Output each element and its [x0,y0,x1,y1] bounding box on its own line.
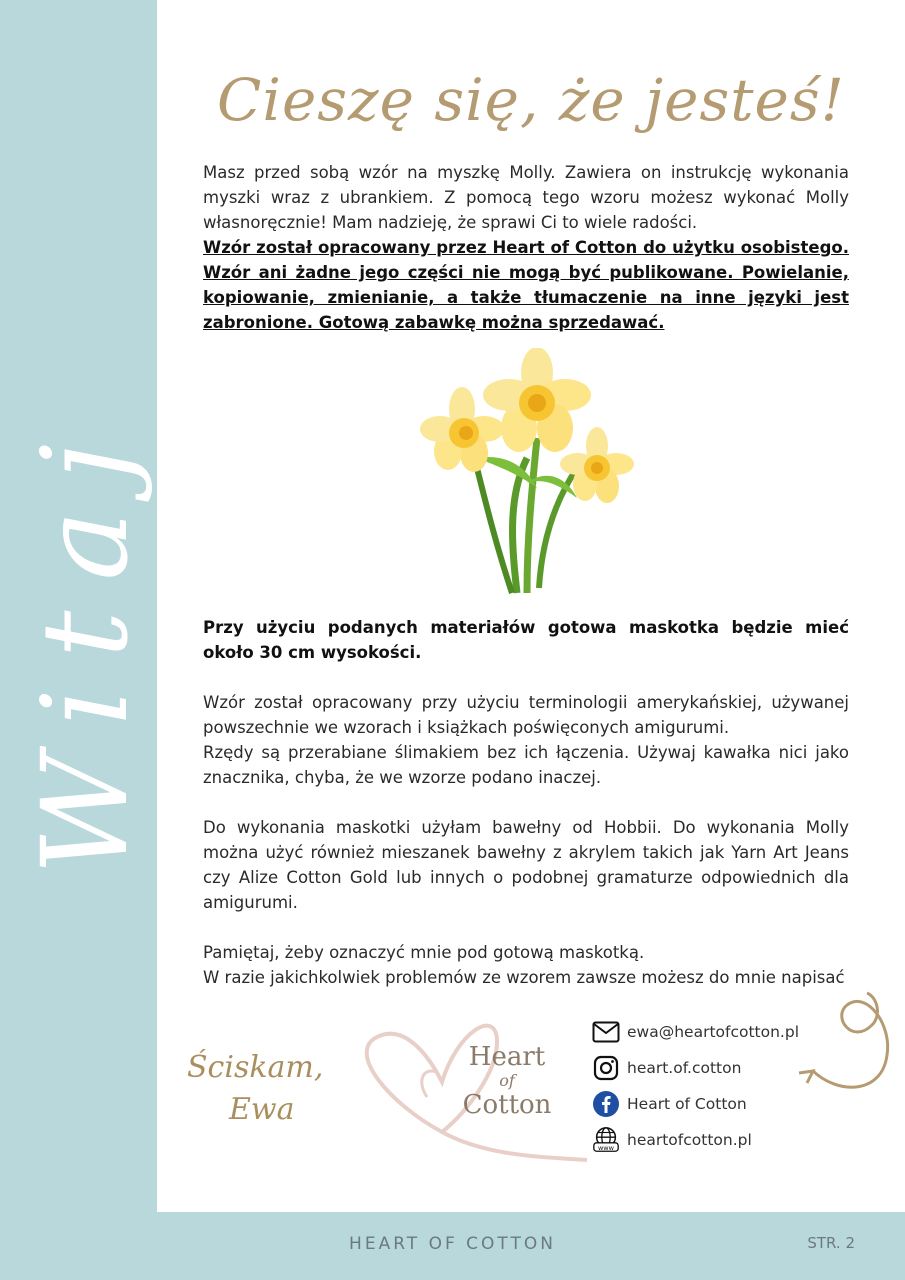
signature-line-2: Ewa [229,1092,295,1127]
contact-email-text: ewa@heartofcotton.pl [627,1023,799,1041]
contact-instagram[interactable] [591,1050,821,1086]
logo-wordmark [457,1042,557,1120]
logo-line-3: Cotton [462,1090,552,1120]
page-title: Cieszę się, że jesteś! [217,66,845,134]
contact-website-text: heartofcotton.pl [627,1131,752,1149]
page [157,0,905,1212]
closing-line-2: W razie jakichkolwiek problemów ze wzorem zawsze możesz do mnie napisać [203,968,845,987]
globe-icon [591,1125,621,1155]
contact-list [591,1014,821,1158]
signature [187,1048,367,1138]
daffodil-illustration [417,348,637,598]
yarn-paragraph: Do wykonania maskotki użyłam bawełny od Hobbii. Do wykonania Molly można użyć również mieszanek bawełny z akrylem takich jak Yarn Art Jeans czy Alize Cotton Gold lub innych o podobnej gramaturze odpowiednich dla amigurumi. [203,818,849,912]
signature-line-1: Ściskam, [187,1050,324,1085]
terminology-section [203,690,849,790]
closing-section [203,940,849,990]
decorative-swirl [797,985,897,1100]
rounds-paragraph: Rzędy są przerabiane ślimakiem bez ich łączenia. Używaj kawałka nici jako znacznika, chyba, że we wzorze podano inaczej. [203,743,849,787]
height-note: Przy użyciu podanych materiałów gotowa maskotka będzie mieć około 30 cm wysokości. [203,618,849,662]
email-icon [591,1017,621,1047]
contact-website[interactable] [591,1122,821,1158]
logo-line-2: of [499,1071,515,1090]
contact-instagram-text: heart.of.cotton [627,1059,742,1077]
instagram-icon [591,1053,621,1083]
logo-line-1: Heart [468,1042,546,1072]
footer-title: HEART OF COTTON [349,1234,556,1254]
facebook-icon [591,1089,621,1119]
intro-paragraph: Masz przed sobą wzór na myszkę Molly. Zawiera on instrukcję wykonania myszki wraz z ubrankiem. Z pomocą tego wzoru możesz wykonać Molly własnoręcznie! Mam nadzieję, że sprawi Ci to wiele radości. [203,163,849,232]
sidebar [0,0,157,1212]
sidebar-word: Witaj [16,413,154,875]
contact-email[interactable] [591,1014,821,1050]
terminology-paragraph: Wzór został opracowany przy użyciu terminologii amerykańskiej, używanej powszechnie we wzorach i książkach poświęconych amigurumi. [203,693,849,737]
contact-facebook[interactable] [591,1086,821,1122]
svg-text:www: www [597,1143,615,1152]
intro-section [203,160,849,335]
closing-line-1: Pamiętaj, żeby oznaczyć mnie pod gotową maskotką. [203,943,645,962]
page-number: STR. 2 [807,1234,855,1252]
copyright-notice: Wzór został opracowany przez Heart of Cotton do użytku osobistego. Wzór ani żadne jego części nie mogą być publikowane. Powielanie, kopiowanie, zmienianie, a także tłumaczenie na inne języki jest zabronione. Gotową zabawkę można sprzedawać. [203,238,849,332]
contact-facebook-text: Heart of Cotton [627,1095,747,1113]
